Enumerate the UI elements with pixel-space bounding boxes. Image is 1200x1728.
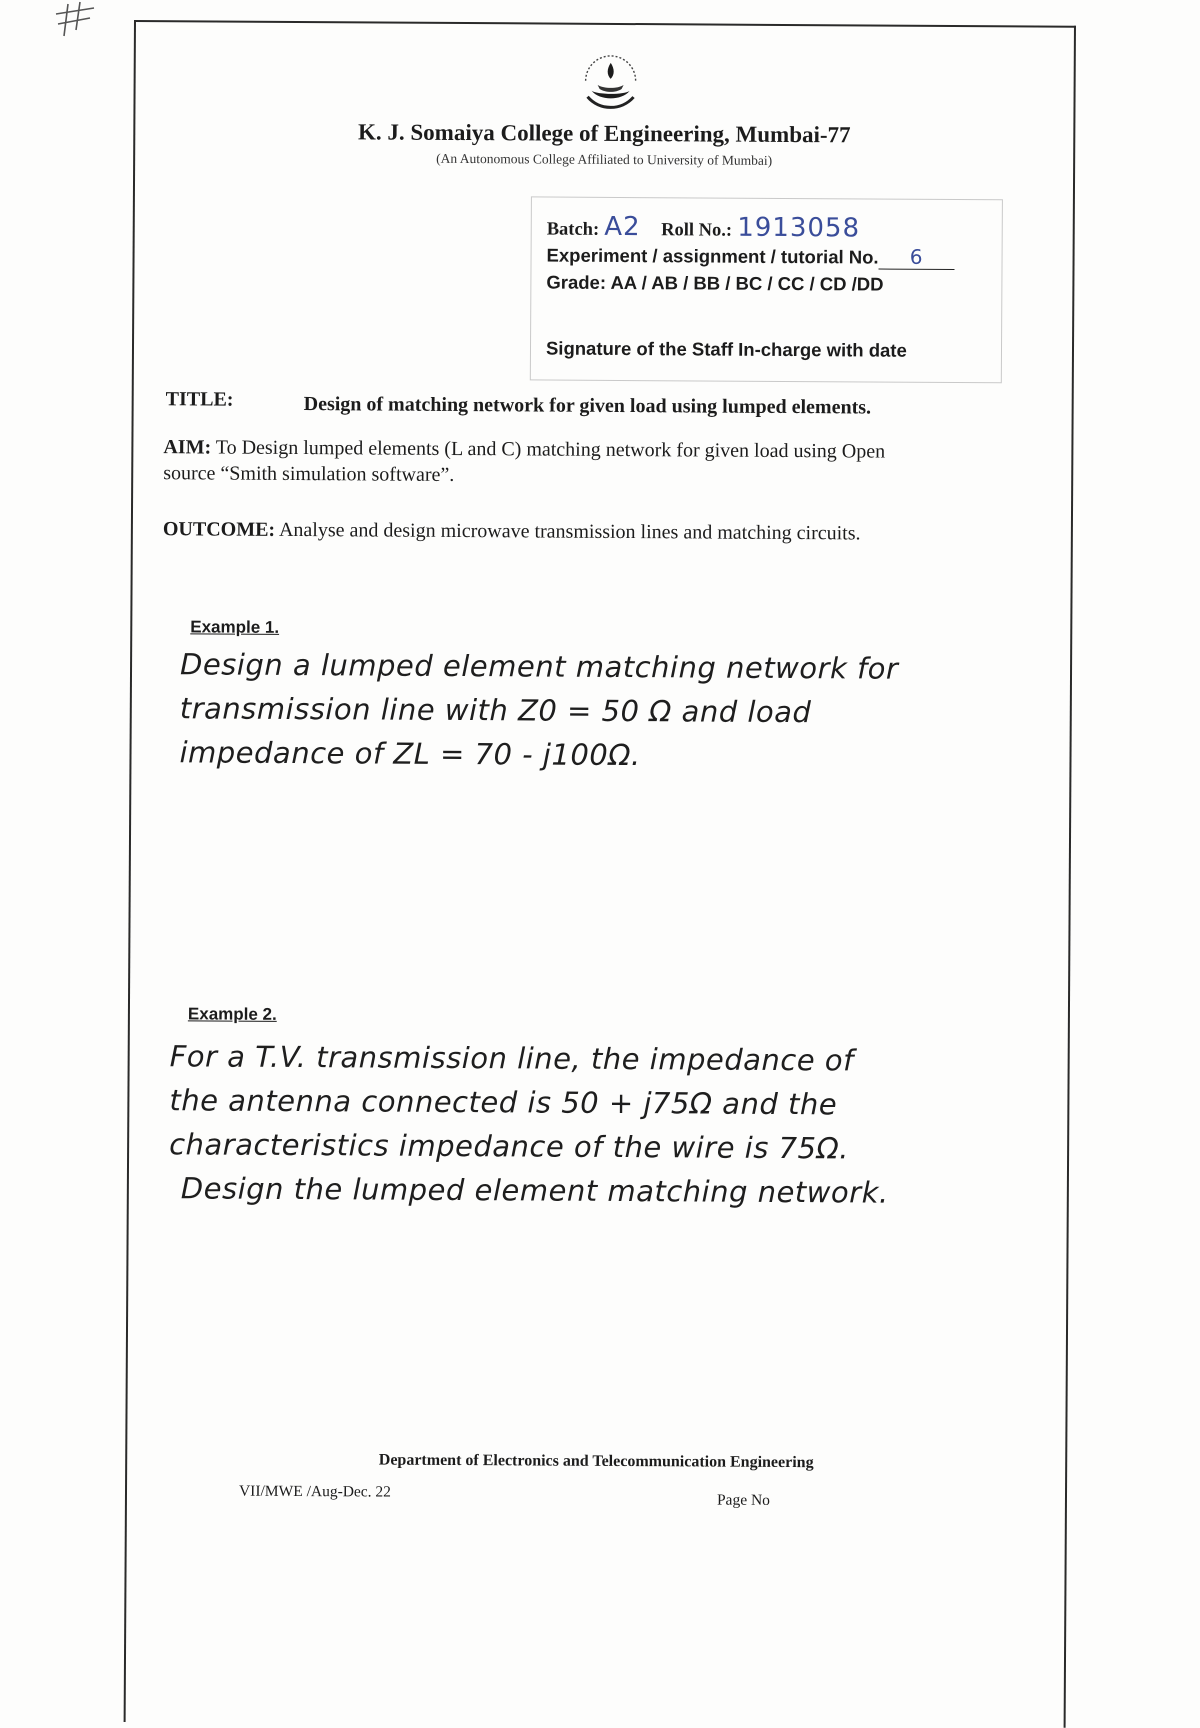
grade-line: Grade: AA / AB / BB / BC / CC / CD /DD	[546, 271, 884, 295]
roll-value: 1913058	[737, 212, 861, 244]
info-box	[530, 196, 1003, 383]
title-label: TITLE:	[165, 388, 234, 411]
college-logo-icon	[575, 49, 645, 119]
title-text: Design of matching network for given load using lumped elements.	[303, 393, 872, 419]
example-2-line: characteristics impedance of the wire is 75Ω.	[169, 1127, 849, 1166]
affiliation-text: (An Autonomous College Affiliated to University of Mumbai)	[436, 150, 773, 168]
outcome-text: Analyse and design microwave transmission lines and matching circuits.	[278, 518, 861, 545]
page-number-label: Page No	[716, 1491, 770, 1509]
course-code: VII/MWE /Aug-Dec. 22	[238, 1482, 392, 1501]
signature-line: Signature of the Staff In-charge with date	[545, 337, 907, 361]
batch-label: Batch:	[546, 219, 600, 240]
college-name: K. J. Somaiya College of Engineering, Mumbai-77	[357, 119, 851, 148]
corner-pen-mark	[50, 0, 100, 40]
outcome-label: OUTCOME:	[162, 518, 276, 541]
example-2-line: Design the lumped element matching network.	[180, 1171, 889, 1210]
aim-text: To Design lumped elements (L and C) matching network for given load using Open source “Smith simulation software”.	[163, 436, 886, 486]
batch-value: A2	[604, 211, 641, 243]
department-footer: Department of Electronics and Telecommunication Engineering	[378, 1451, 814, 1472]
example-1-text	[179, 642, 990, 779]
aim-label: AIM:	[163, 436, 212, 459]
example-2-line: the antenna connected is 50 + j75Ω and the	[169, 1083, 838, 1122]
outcome-section	[163, 518, 943, 546]
experiment-label: Experiment / assignment / tutorial No.	[546, 244, 879, 268]
batch-roll-row	[547, 212, 860, 244]
example-2-line: For a T.V. transmission line, the impedance of	[169, 1039, 854, 1078]
example-2-label: Example 2.	[187, 1004, 277, 1024]
experiment-row	[546, 243, 954, 270]
example-1-line: impedance of ZL = 70 - j100Ω.	[179, 735, 641, 773]
document-page	[124, 20, 1076, 1728]
example-2-text	[169, 1034, 980, 1215]
example-1-line: Design a lumped element matching network for	[179, 647, 899, 686]
example-1-label: Example 1.	[190, 617, 280, 637]
experiment-value: 6	[909, 244, 924, 269]
example-1-line: transmission line with Z0 = 50 Ω and load	[179, 691, 812, 730]
roll-label: Roll No.:	[661, 220, 733, 241]
aim-section	[163, 434, 923, 491]
